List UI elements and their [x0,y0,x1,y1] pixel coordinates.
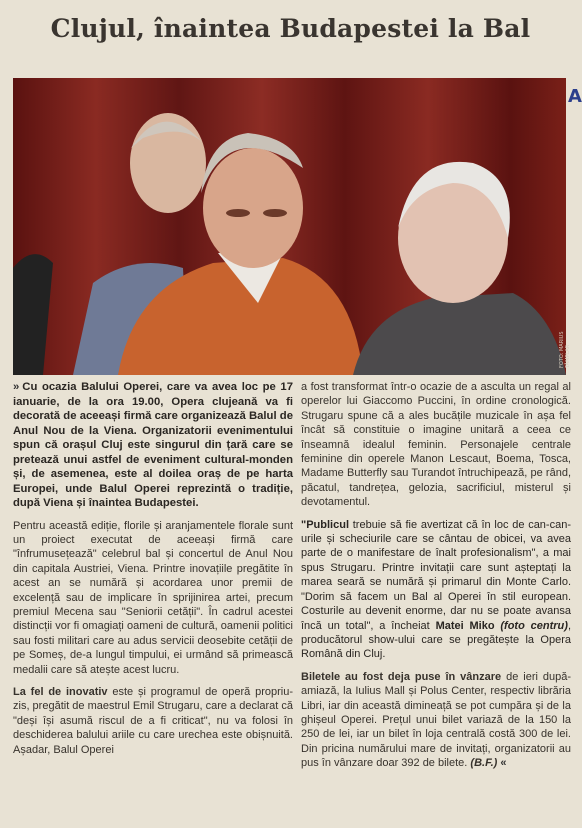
body-paragraph-2 [13,685,293,757]
article-headline: Clujul, înaintea Budapestei la Bal [50,14,531,43]
para4-text: trebuie să fie avertizat că în loc de can-can-urile și scheciurile care se cântau de obicei, va avea parte de o manifestare de înalt profesionalism", a mai spus Strugaru. Printre invitații care sunt așteptați la marea seară se numără și primarul din Monte Carlo. "Dorim să facem un Bal al Operei în stil european. Costurile au devenit enorme, dar nu se poate avansa încă un total", a încheiat [301,518,571,632]
lead-marker: » [13,381,20,393]
column-right [301,380,571,779]
column-left [13,380,293,765]
lead-text: Cu ocazia Balului Operei, care va avea loc pe 17 ianuarie, de la ora 19.00, Opera clujeană va fi decorată de aceeași firmă care organizează Balul de Anul Nou de la Viena. Organizatorii evenimentului spun că orașul Cluj este singurul din țară care se pretează unui astfel de eveniment cultural-monden și, de asemenea, este al doilea oraș de pe harta Europei, unde Balul Operei reprezintă o tradiție, după Viena și înaintea Budapestei. [13,381,293,509]
para2-lead-in: La fel de inovativ [13,685,108,698]
photo-illustration [13,78,566,375]
para4-name: Matei Miko [435,619,495,632]
handwritten-margin-mark: A [568,86,582,107]
photo-credit: FOTO: MARIUS TÂMPLAR [559,331,571,368]
para5-text: de ieri după-amiază, la Iulius Mall și Polus Center, respectiv librăria Libri, iar din această dimineață se pot cumpăra și de la ghișeul Operei. Prețul unui bilet variază de la 150 la 250 de lei, iar un bilet în loja centrală costă 300 de lei. Din pricina numărului mare de invitați, organizatorii au pus în vânzare doar 392 de bilete. [301,670,571,770]
para4-lead-in: "Publicul [301,518,349,531]
body-paragraph-3: a fost transformat într-o ocazie de a asculta un regal al operelor lui Giaccomo Puccini, în ordine cronologică. Strugaru spune că a ales bucățile muzicale în așa fel încât să constituie o imagine unitară a ceea ce înseamnă idealul feminin. Personajele centrale feminine din operele Manon Lescaut, Boema, Tosca, Madame Butterfly sau Turandot întruchipează, pe rând, păcatul, tandrețea, gelozia, sacrificiul, misterul și devotamentul. [301,381,571,509]
body-paragraph-4 [301,518,571,662]
para4-end: , producătorul show-ului care se pregătește la Opera Română din Cluj. [301,619,571,661]
para4-role: (foto centru) [500,619,568,632]
body-paragraph-5 [301,670,571,771]
body-paragraph-1: Pentru această ediție, florile și aranjamentele florale sunt un proiect executat de aceeași firmă care "înfrumusețează" celebrul bal și concertul de Anul Nou din capitala Austriei, Viena. Printre inovațiile pregătite în acest an se numără și acordarea unor premii de excelență sau de implicare în sprijinirea artei, precum premiul Mecena sau "Seniorii cetății". În cadrul acestei distincții vor fi omagiați oameni de cultură, oamenii politici sau fosti militari care au adus servicii deosebite cetății de pe Someș, de-a lungul timpului, ei urmând să primească medalii care să atește acest lucru. [13,519,293,676]
end-marker: « [500,757,507,770]
article-photo [13,78,571,375]
para2-text: este și programul de operă propriu-zis, pregătit de maestrul Emil Strugaru, care a declarat că "deși își asumă riscul de a fi criticat", nu va folosi în deschiderea balului ariile cu care urechea este obișnuită. Așadar, Balul Operei [13,685,294,756]
lead-paragraph [13,380,293,511]
para5-lead-in: Biletele au fost deja puse în vânzare [301,670,502,683]
author-signature: (B.F.) [470,757,498,770]
